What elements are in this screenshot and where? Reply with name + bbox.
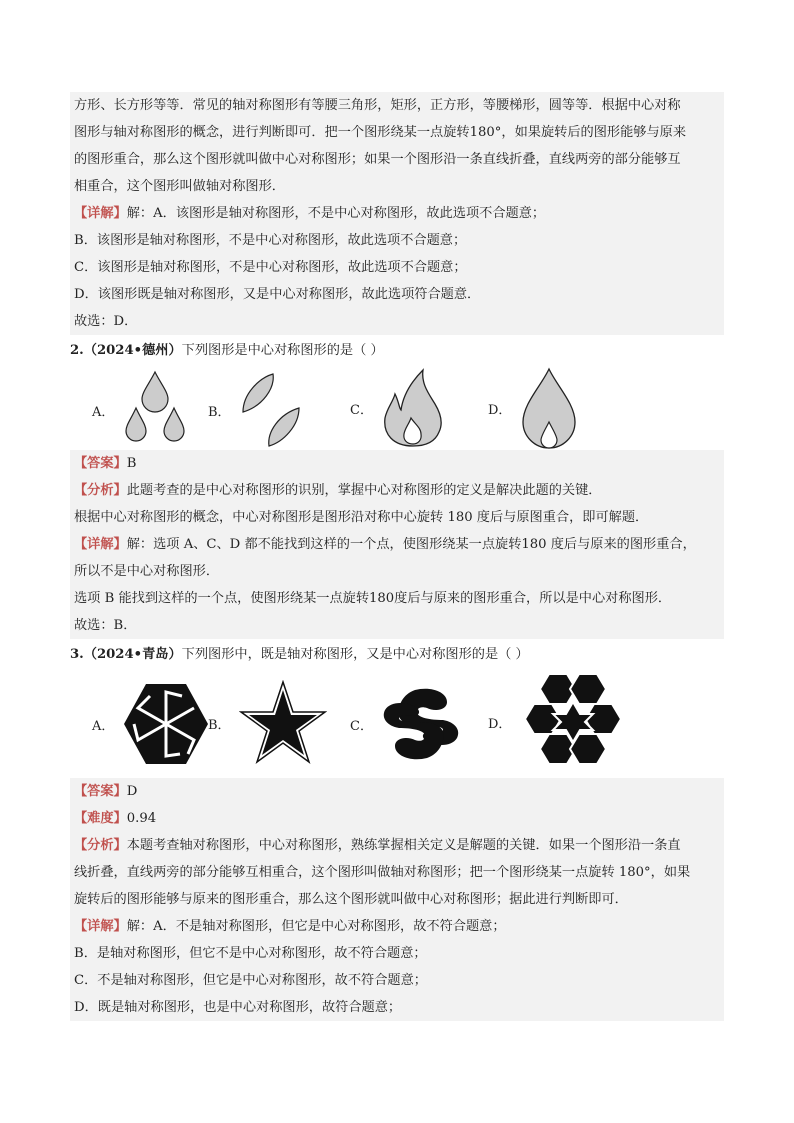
prev-conclusion: 故选：D． (74, 314, 138, 329)
answer-tag: 【答案】 (74, 784, 127, 799)
analysis-line (74, 477, 720, 504)
difficulty-value: 0.94 (126, 811, 157, 826)
analysis-line (74, 832, 720, 859)
two-leaves-figure (239, 370, 303, 450)
question-3-stem (70, 641, 724, 668)
prev-detail-line: D．该图形既是轴对称图形，又是中心对称图形，故此选项符合题意． (74, 287, 481, 302)
prev-analysis-line: 图形与轴对称图形的概念，进行判断即可．把一个图形绕某一点旋转180°，如果旋转后的图形能够与原来 (74, 125, 687, 140)
detail-line: 选项 B 能找到这样的一个点，使图形绕某一点旋转180度后与原来的图形重合，所以是中心对称图形． (74, 591, 672, 606)
prev-detail-line (74, 200, 720, 227)
option-letter: D． (488, 402, 512, 418)
question-3-number: 3.（2024•青岛） (70, 647, 182, 662)
analysis-line: 线折叠，直线两旁的部分能够互相重合，这个图形叫做轴对称图形；把一个图形绕某一点旋转 180°，如果 (74, 865, 691, 880)
question-2-options (70, 364, 724, 450)
analysis-text: 本题考查轴对称图形，中心对称图形，熟练掌握相关定义是解题的关键．如果一个图形沿一条直 (126, 838, 681, 853)
option-letter: A． (92, 404, 115, 420)
detail-line: B．是轴对称图形，但它不是中心对称图形，故不符合题意； (74, 946, 427, 961)
q2-option-d (488, 366, 579, 450)
difficulty-line (74, 805, 720, 832)
q2-option-c (350, 366, 445, 450)
conclusion-line: 故选：B． (74, 618, 137, 633)
q3-option-a (92, 682, 210, 766)
cloud-swirl-figure (381, 686, 461, 762)
detail-text: 解：A．该图形是轴对称图形，不是中心对称图形，故此选项不合题意； (126, 206, 546, 221)
prev-solution-block (70, 92, 724, 335)
answer-value: B (126, 456, 137, 471)
question-2-text: 下列图形是中心对称图形的是（ ） (181, 343, 384, 358)
answer-line (74, 778, 720, 805)
prev-analysis-line: 相重合，这个图形叫做轴对称图形． (74, 179, 285, 194)
detail-text: 解：A．不是轴对称图形，但它是中心对称图形，故不符合题意； (126, 919, 506, 934)
detail-tag: 【详解】 (74, 537, 127, 552)
question-3-options (70, 668, 724, 778)
option-letter: C． (350, 402, 373, 418)
detail-line: D．既是轴对称图形，也是中心对称图形，故符合题意； (74, 1000, 402, 1015)
answer-tag: 【答案】 (74, 456, 127, 471)
question-2-number: 2.（2024•德州） (70, 343, 182, 358)
option-letter: D． (488, 716, 512, 732)
analysis-text: 此题考查的是中心对称图形的识别，掌握中心对称图形的定义是解决此题的关键． (126, 483, 602, 498)
question-3-solution (70, 778, 724, 1021)
pinwheel-hexagon-figure (122, 682, 210, 766)
hexagon-cluster-figure (519, 668, 627, 776)
analysis-line: 根据中心对称图形的概念，中心对称图形是图形沿对称中心旋转 180 度后与原图重合，即可解题． (74, 510, 649, 525)
three-drops-figure (122, 370, 188, 450)
answer-line (74, 450, 720, 477)
detail-line: 所以不是中心对称图形． (74, 564, 220, 579)
q3-option-d (488, 668, 627, 776)
question-2-stem (70, 337, 724, 364)
option-letter: B． (208, 404, 231, 420)
answer-value: D (126, 784, 138, 799)
flame-figure (381, 366, 445, 450)
q2-option-a (92, 370, 188, 450)
detail-line (74, 913, 720, 940)
detail-tag: 【详解】 (74, 919, 127, 934)
difficulty-tag: 【难度】 (74, 811, 127, 826)
option-letter: C． (350, 718, 373, 734)
document-page (70, 92, 724, 1021)
analysis-tag: 【分析】 (74, 838, 127, 853)
detail-text: 解：选项 A、C、D 都不能找到这样的一个点，使图形绕某一点旋转180 度后与原来的图形重合， (126, 537, 696, 552)
q2-option-b (208, 370, 303, 450)
star-figure (239, 680, 327, 766)
prev-detail-line: C．该图形是轴对称图形，不是中心对称图形，故此选项不合题意； (74, 260, 467, 275)
analysis-line: 旋转后的图形能够与原来的图形重合，那么这个图形就叫做中心对称图形；据此进行判断即可． (74, 892, 628, 907)
detail-tag: 【详解】 (74, 206, 127, 221)
option-letter: A． (92, 718, 115, 734)
prev-analysis-line: 方形、长方形等等．常见的轴对称图形有等腰三角形，矩形，正方形，等腰梯形，圆等等．根据中心对称 (74, 98, 681, 113)
question-3-text: 下列图形中，既是轴对称图形，又是中心对称图形的是（ ） (181, 647, 529, 662)
q3-option-b (208, 680, 327, 766)
prev-analysis-line: 的图形重合，那么这个图形就叫做中心对称图形；如果一个图形沿一条直线折叠，直线两旁的部分能够互 (74, 152, 681, 167)
q3-option-c (350, 686, 461, 762)
detail-line (74, 531, 720, 558)
prev-detail-line: B．该图形是轴对称图形，不是中心对称图形，故此选项不合题意； (74, 233, 467, 248)
detail-line: C．不是轴对称图形，但它是中心对称图形，故不符合题意； (74, 973, 427, 988)
question-2-solution (70, 450, 724, 639)
option-letter: B． (208, 717, 231, 733)
candle-flame-figure (519, 366, 579, 450)
analysis-tag: 【分析】 (74, 483, 127, 498)
